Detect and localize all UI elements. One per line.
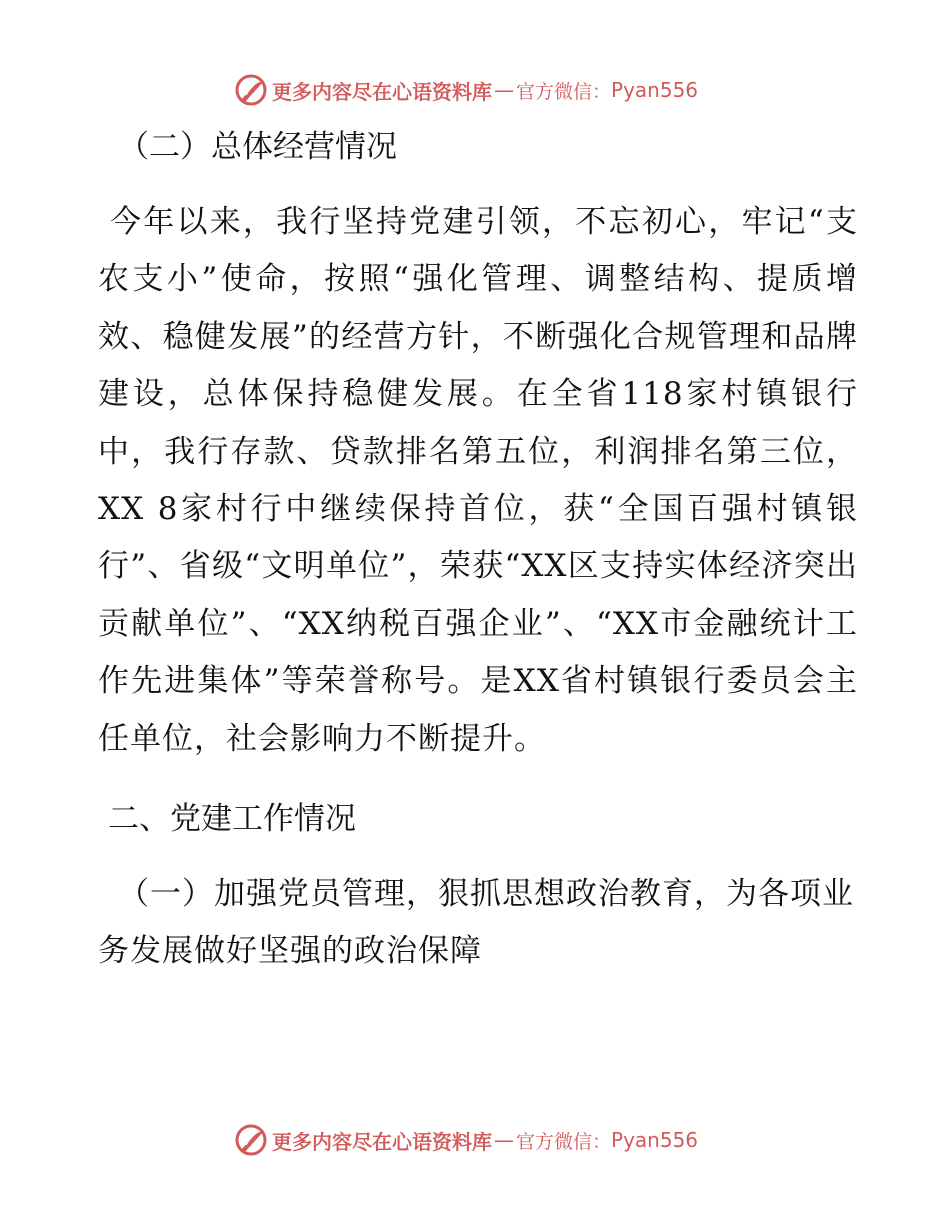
quill-logo-icon [234,73,268,107]
watermark-official-label: 官方微信： [516,80,612,103]
section-heading-party-building: 二、党建工作情况 [108,801,356,838]
quill-logo-icon [234,1123,268,1157]
watermark-separator: — [494,1128,514,1152]
watermark-handle: Pyan556 [611,1128,699,1152]
body-paragraph: 今年以来，我行坚持党建引领，不忘初心，牢记“支农支小”使命，按照“强化管理、调整结构、提质增效、稳健发展”的经营方针，不断强化合规管理和品牌建设，总体保持稳健发展。在全省118家村镇银行中，我行存款、贷款排名第五位，利润排名第三位，XX 8家村行中继续保持首位，获“全国百强村镇银行”、省级“文明单位”，荣获“XX区支持实体经济突出贡献单位”、“XX纳税百强企业”、“XX市金融统计工作先进集体”等荣誉称号。是XX省村镇银行委员会主任单位，社会影响力不断提升。 [98,204,858,757]
watermark-separator: — [494,78,514,102]
document-body [98,118,858,980]
watermark-handle: Pyan556 [611,78,699,102]
watermark-banner-bottom [234,1122,698,1158]
subsection-heading-overall-operation: （二）总体经营情况 [118,129,397,165]
watermark-brand: 更多内容尽在心语资料库 [272,79,492,104]
watermark-banner-top [234,72,698,108]
subsection-heading-member-management: （一）加强党员管理，狠抓思想政治教育，为各项业务发展做好坚强的政治保障 [98,876,854,970]
watermark-brand: 更多内容尽在心语资料库 [272,1129,492,1154]
watermark-official-label: 官方微信： [516,1130,612,1153]
